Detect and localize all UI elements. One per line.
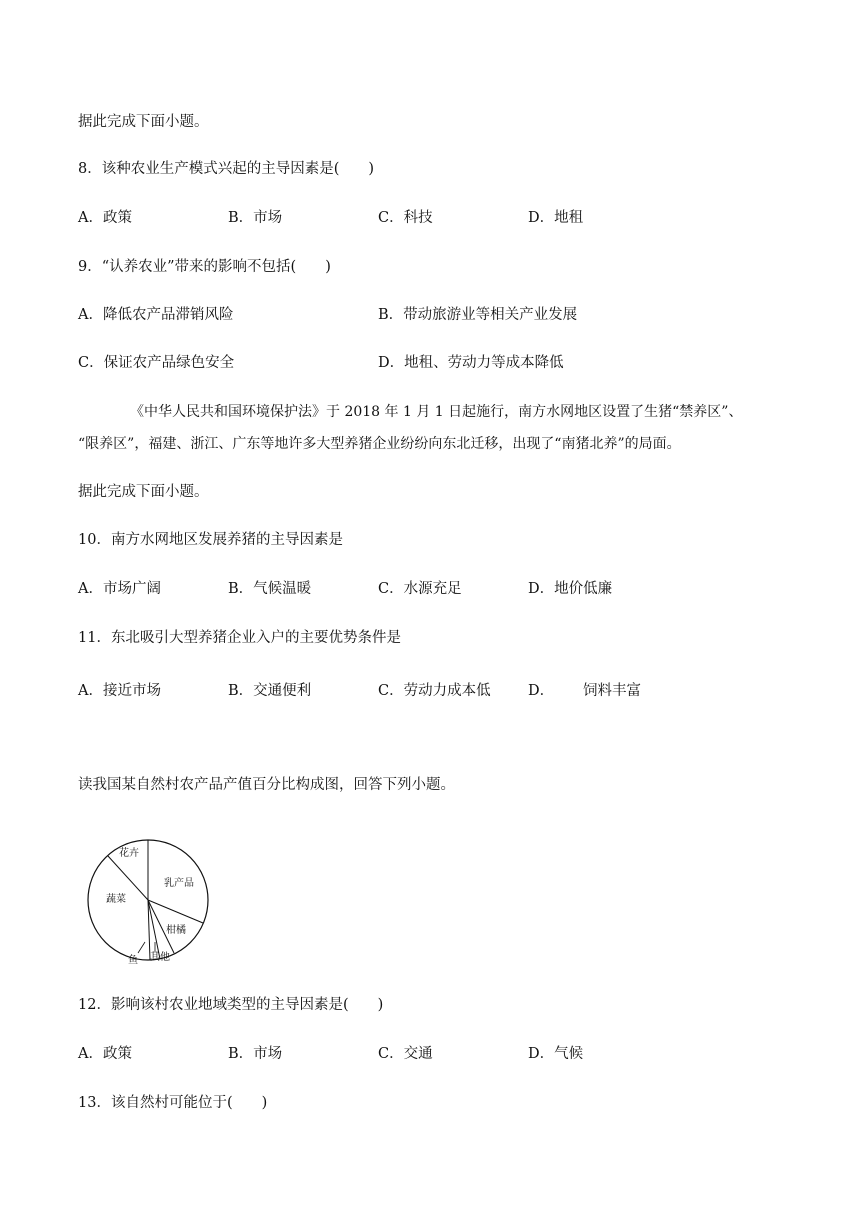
- pie-label-flowers: 花卉: [119, 848, 139, 859]
- pie-divider-dairy-citrus: [148, 900, 203, 923]
- intro-text-1: 据此完成下面小题。: [78, 114, 209, 130]
- option-d[interactable]: D．地租: [528, 210, 584, 226]
- question-stem: 12．影响该村农业地域类型的主导因素是( ): [78, 997, 384, 1013]
- option-c[interactable]: C．劳动力成本低: [378, 683, 491, 699]
- option-a[interactable]: A．政策: [78, 1046, 132, 1062]
- passage-line-2: “限养区”，福建、浙江、广东等地许多大型养猪企业纷纷向东北迁移，出现了“南猪北养”的局面。: [78, 436, 681, 452]
- question-stem: 13．该自然村可能位于( ): [78, 1095, 268, 1111]
- question-stem: 9．“认养农业”带来的影响不包括( ): [78, 259, 331, 275]
- pie-label-vegetables: 蔬菜: [106, 894, 126, 905]
- option-a[interactable]: A．政策: [78, 210, 132, 226]
- option-c[interactable]: C．保证农产品绿色安全: [78, 355, 235, 371]
- option-b[interactable]: B．交通便利: [228, 683, 312, 699]
- pie-label-fish: 鱼: [128, 955, 138, 966]
- option-c[interactable]: C．水源充足: [378, 581, 462, 597]
- pie-label-other: 其他: [150, 952, 170, 963]
- option-b[interactable]: B．市场: [228, 210, 283, 226]
- question-stem: 8．该种农业生产模式兴起的主导因素是( ): [78, 161, 375, 177]
- option-b[interactable]: B．市场: [228, 1046, 283, 1062]
- passage-line-1: 《中华人民共和国环境保护法》于 2018 年 1 月 1 日起施行，南方水网地区设置了生猪“禁养区”、: [130, 404, 743, 420]
- option-a[interactable]: A．接近市场: [78, 683, 161, 699]
- option-d[interactable]: D．: [528, 683, 555, 699]
- question-stem: 10．南方水网地区发展养猪的主导因素是: [78, 532, 343, 548]
- option-a[interactable]: A．市场广阔: [78, 581, 161, 597]
- option-b[interactable]: B．带动旅游业等相关产业发展: [378, 307, 578, 323]
- option-b[interactable]: B．气候温暖: [228, 581, 312, 597]
- option-c[interactable]: C．交通: [378, 1046, 433, 1062]
- option-d[interactable]: D．气候: [528, 1046, 584, 1062]
- option-c[interactable]: C．科技: [378, 210, 433, 226]
- intro-text-2: 据此完成下面小题。: [78, 484, 209, 500]
- question-stem: 11．东北吸引大型养猪企业入户的主要优势条件是: [78, 630, 401, 646]
- intro-text-3: 读我国某自然村农产品产值百分比构成图，回答下列小题。: [78, 777, 455, 793]
- option-d[interactable]: D．地价低廉: [528, 581, 613, 597]
- pie-label-citrus: 柑橘: [166, 925, 186, 936]
- option-d[interactable]: D．地租、劳动力等成本降低: [378, 355, 564, 371]
- pie-chart: [86, 832, 226, 972]
- option-d-text[interactable]: 饲料丰富: [583, 683, 641, 699]
- option-a[interactable]: A．降低农产品滞销风险: [78, 307, 234, 323]
- fish-leader-line: [138, 942, 145, 953]
- pie-label-dairy: 乳产品: [164, 878, 194, 889]
